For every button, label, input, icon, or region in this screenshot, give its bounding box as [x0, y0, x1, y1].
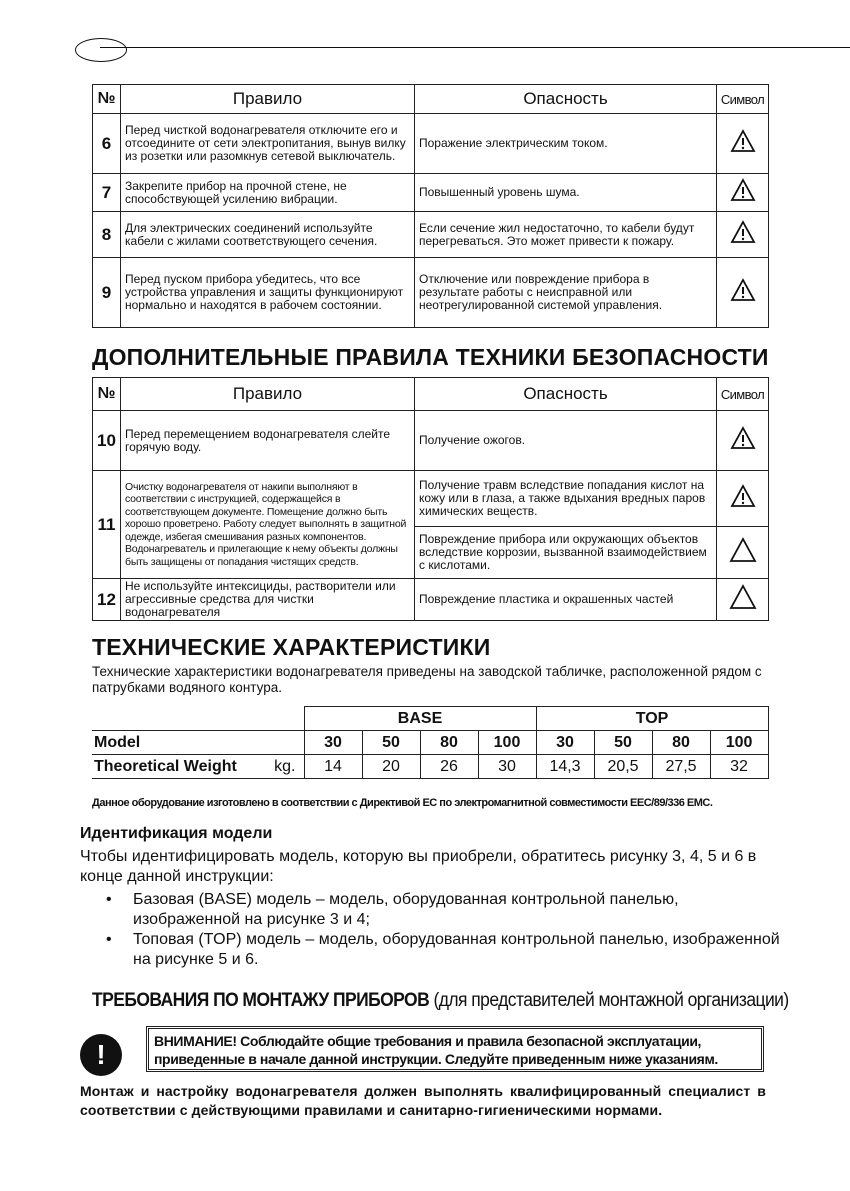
table-row — [93, 212, 769, 258]
table-row — [93, 258, 769, 328]
weight-value: 20,5 — [594, 755, 652, 779]
safety-rules-table — [92, 84, 769, 328]
warning-exclamation-badge: ! — [80, 1034, 122, 1076]
weight-unit: kg. — [274, 758, 296, 775]
col-symbol-header: Символ — [717, 378, 769, 411]
installation-title-main: ТРЕБОВАНИЯ ПО МОНТАЖУ ПРИБОРОВ — [92, 990, 430, 1011]
emc-compliance-note: Данное оборудование изготовлено в соответствии с Директивой ЕС по электромагнитной совместимости EEC/89/336 EMC. — [92, 797, 713, 809]
rule-text: Перед перемещением водонагревателя слейте горячую воду. — [121, 411, 415, 471]
weight-value: 14 — [304, 755, 362, 779]
model-identification-text: Чтобы идентифицировать модель, которую вы приобрели, обратитесь рисунку 3, 4, 5 и 6 в конце данной инструкции: — [80, 848, 757, 885]
weight-label-cell — [92, 755, 304, 779]
rule-text: Для электрических соединений используйте кабели с жилами соответствующего сечения. — [121, 212, 415, 258]
warning-exclamation-icon — [730, 484, 756, 508]
row-number: 7 — [93, 174, 121, 212]
row-number: 10 — [93, 411, 121, 471]
row-number: 11 — [93, 471, 121, 579]
installation-title — [92, 990, 789, 1012]
installation-title-suffix: (для представителей монтажной организации) — [433, 990, 789, 1011]
weight-value: 27,5 — [652, 755, 710, 779]
tech-specs-intro: Технические характеристики водонагревателя приведены на заводской табличке, расположенной рядом с патрубками водяного контура. — [92, 664, 762, 695]
additional-rules-table — [92, 377, 769, 621]
model-list — [80, 890, 780, 970]
warning-box — [146, 1026, 764, 1072]
danger-text: Получение ожогов. — [415, 411, 717, 471]
group-top: TOP — [536, 707, 768, 731]
list-item-text: Топовая (TOP) модель – модель, оборудованная контрольной панелью, изображенной на рисунке 5 и 6. — [133, 931, 780, 968]
spec-table — [92, 706, 769, 779]
weight-label: Theoretical Weight — [94, 757, 237, 775]
installation-note: Монтаж и настройку водонагревателя должен выполнять квалифицированный специалист в соответствии с действующими правилами и санитарно-гигиеническими нормами. — [80, 1083, 766, 1118]
model-value: 100 — [478, 731, 536, 755]
list-item — [80, 930, 780, 970]
danger-text: Отключение или повреждение прибора в результате работы с неисправной или неотрегулированной системой управления. — [415, 258, 717, 328]
model-identification-title: Идентификация модели — [80, 825, 273, 842]
rule-text: Закрепите прибор на прочной стене, не способствующей усилению вибрации. — [121, 174, 415, 212]
weight-value: 32 — [710, 755, 768, 779]
warning-triangle-icon — [729, 537, 757, 563]
rule-text: Перед пуском прибора убедитесь, что все устройства управления и защиты функционируют нормально и находятся в рабочем состоянии. — [121, 258, 415, 328]
model-label: Model — [92, 731, 304, 755]
page-number-oval — [75, 38, 127, 62]
warning-text: ВНИМАНИЕ! Соблюдайте общие требования и правила безопасной эксплуатации, приведенные в начале данной инструкции. Следуйте приведенным ниже указаниям. — [154, 1033, 718, 1067]
model-value: 30 — [536, 731, 594, 755]
rule-text: Перед чисткой водонагревателя отключите его и отсоедините от сети электропитания, вынув вилку из розетки или разомкнув сетевой выключатель. — [121, 114, 415, 174]
danger-text: Поражение электрическим током. — [415, 114, 717, 174]
header-rule — [100, 47, 850, 48]
table-row — [93, 114, 769, 174]
col-danger-header: Опасность — [415, 85, 717, 114]
list-item — [80, 890, 780, 930]
model-value: 80 — [420, 731, 478, 755]
col-num-header: № — [93, 378, 121, 411]
row-number: 8 — [93, 212, 121, 258]
tech-specs-title: ТЕХНИЧЕСКИЕ ХАРАКТЕРИСТИКИ — [92, 634, 491, 660]
model-value: 100 — [710, 731, 768, 755]
col-rule-header: Правило — [121, 378, 415, 411]
danger-text: Получение травм вследствие попадания кислот на кожу или в глаза, а также вдыхания вредных паров химических веществ. — [415, 471, 717, 527]
model-value: 50 — [594, 731, 652, 755]
rule-text: Очистку водонагревателя от накипи выполняют в соответствии с инструкцией, содержащейся в соответствующем документе. Помещение должно быть хорошо проветрено. Работу следует выполнять в защитной одежде, избегая смешивания разных компонентов. Водонагреватель и прилегающие к нему объекты должны быть защищены от попадания чистящих средств. — [121, 471, 415, 579]
bullet: • — [106, 891, 112, 908]
model-value: 80 — [652, 731, 710, 755]
row-number: 12 — [93, 579, 121, 621]
weight-value: 30 — [478, 755, 536, 779]
group-base: BASE — [304, 707, 536, 731]
weight-value: 20 — [362, 755, 420, 779]
table-row — [93, 579, 769, 621]
table-row — [93, 471, 769, 527]
warning-exclamation-icon — [730, 220, 756, 244]
warning-exclamation-icon — [730, 129, 756, 153]
list-item-text: Базовая (BASE) модель – модель, оборудованная контрольной панелью, изображенной на рисунке 3 и 4; — [133, 891, 679, 928]
model-value: 30 — [304, 731, 362, 755]
weight-value: 26 — [420, 755, 478, 779]
weight-value: 14,3 — [536, 755, 594, 779]
danger-text: Повышенный уровень шума. — [415, 174, 717, 212]
col-danger-header: Опасность — [415, 378, 717, 411]
rule-text: Не используйте интексициды, растворители или агрессивные средства для чистки водонагревателя — [121, 579, 415, 621]
warning-exclamation-icon — [730, 178, 756, 202]
col-rule-header: Правило — [121, 85, 415, 114]
table-row — [93, 411, 769, 471]
row-number: 6 — [93, 114, 121, 174]
danger-text: Повреждение прибора или окружающих объектов вследствие коррозии, вызванной взаимодействием с кислотами. — [415, 527, 717, 579]
col-num-header: № — [93, 85, 121, 114]
table-row — [93, 174, 769, 212]
warning-exclamation-icon — [730, 278, 756, 302]
row-number: 9 — [93, 258, 121, 328]
model-value: 50 — [362, 731, 420, 755]
danger-text: Повреждение пластика и окрашенных частей — [415, 579, 717, 621]
additional-rules-title: ДОПОЛНИТЕЛЬНЫЕ ПРАВИЛА ТЕХНИКИ БЕЗОПАСНОСТИ — [92, 344, 769, 370]
bullet: • — [106, 931, 112, 948]
warning-exclamation-icon — [730, 426, 756, 450]
col-symbol-header: Символ — [717, 85, 769, 114]
warning-triangle-icon — [729, 584, 757, 610]
danger-text: Если сечение жил недостаточно, то кабели будут перегреваться. Это может привести к пожару. — [415, 212, 717, 258]
